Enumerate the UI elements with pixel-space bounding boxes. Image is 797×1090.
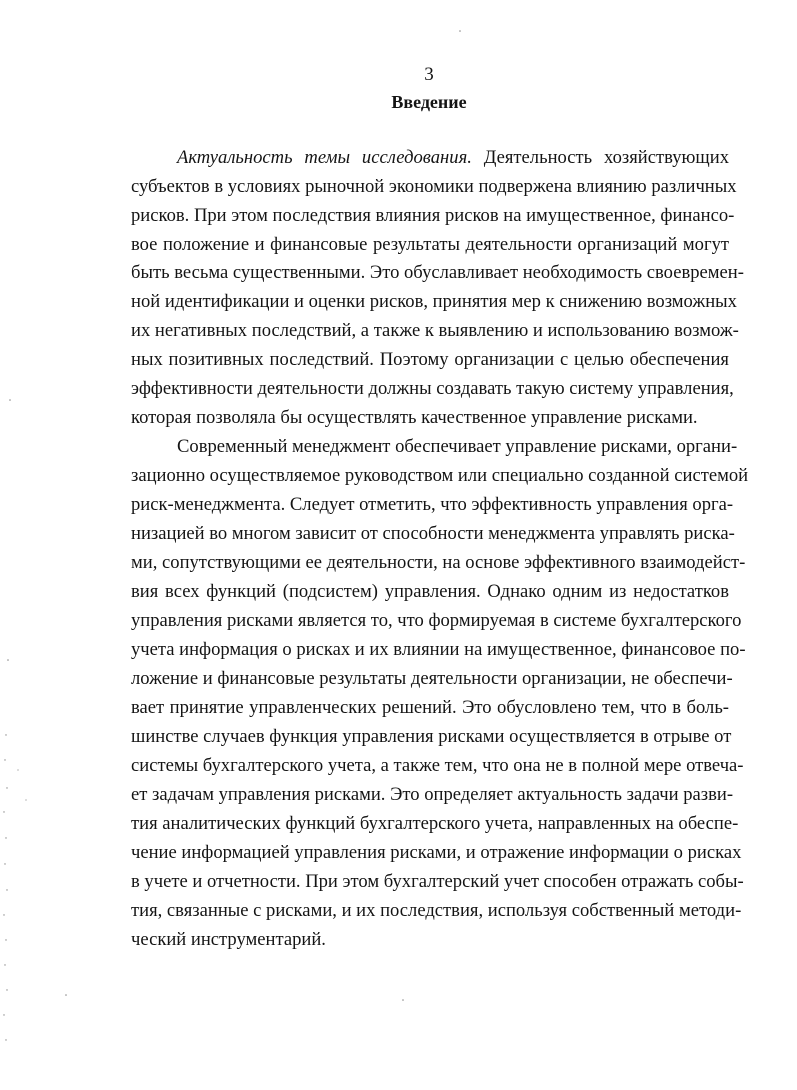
paragraph-line: ной идентификации и оценки рисков, принятия мер к снижению возможных bbox=[131, 291, 737, 312]
lead-phrase: Актуальность темы исследования. bbox=[177, 147, 472, 168]
paragraph-line: эффективности деятельности должны создавать такую систему управления, bbox=[131, 378, 734, 399]
paragraph-line bbox=[177, 147, 729, 169]
paragraph-line: управления рисками является то, что формируемая в системе бухгалтерского bbox=[131, 610, 742, 631]
line-text: Деятельность хозяйствующих bbox=[471, 147, 729, 168]
paragraph-line: риск-менеджмента. Следует отметить, что эффективность управления орга- bbox=[131, 494, 734, 515]
paragraph-line: которая позволяла бы осуществлять качественное управление рисками. bbox=[131, 407, 698, 428]
paragraph-line: тия, связанные с рисками, и их последствия, используя собственный методи- bbox=[131, 900, 742, 921]
paragraph-line: ных позитивных последствий. Поэтому организации с целью обеспечения bbox=[131, 349, 729, 370]
paragraph-line: вия всех функций (подсистем) управления. Однако одним из недостатков bbox=[131, 581, 729, 602]
paragraph-line: рисков. При этом последствия влияния рисков на имущественное, финансо- bbox=[131, 205, 735, 226]
paragraph-line: низацией во многом зависит от способности менеджмента управлять риска- bbox=[131, 523, 735, 544]
paragraph-line: зационно осуществляемое руководством или специально созданной системой bbox=[131, 465, 749, 486]
page-number: 3 bbox=[424, 64, 434, 85]
paragraph-line: их негативных последствий, а также к выявлению и использованию возмож- bbox=[131, 320, 739, 341]
paragraph-line: Современный менеджмент обеспечивает управление рисками, органи- bbox=[177, 436, 738, 457]
paragraph-line: ми, сопутствующими ее деятельности, на основе эффективного взаимодейст- bbox=[131, 552, 746, 573]
section-heading: Введение bbox=[391, 92, 467, 112]
paragraph-line: учета информация о рисках и их влиянии на имущественное, финансовое по- bbox=[131, 639, 746, 660]
paragraph-line: ческий инструментарий. bbox=[131, 929, 326, 950]
paragraph-line: быть весьма существенными. Это обуславливает необходимость своевремен- bbox=[131, 262, 744, 283]
paragraph-line: вое положение и финансовые результаты деятельности организаций могут bbox=[131, 234, 729, 255]
paragraph-line: системы бухгалтерского учета, а также тем, что она не в полной мере отвеча- bbox=[131, 755, 744, 776]
paragraph-line: в учете и отчетности. При этом бухгалтерский учет способен отражать собы- bbox=[131, 871, 744, 892]
paragraph-line: ложение и финансовые результаты деятельности организации, не обеспечи- bbox=[131, 668, 733, 689]
paragraph-line: шинстве случаев функция управления рисками осуществляется в отрыве от bbox=[131, 726, 732, 747]
paragraph-line: вает принятие управленческих решений. Это обусловлено тем, что в боль- bbox=[131, 697, 729, 718]
paragraph-line: субъектов в условиях рыночной экономики подвержена влиянию различных bbox=[131, 176, 737, 197]
paragraph-line: ет задачам управления рисками. Это определяет актуальность задачи разви- bbox=[131, 784, 734, 805]
paragraph-line: чение информацией управления рисками, и отражение информации о рисках bbox=[131, 842, 742, 863]
paragraph-line: тия аналитических функций бухгалтерского учета, направленных на обеспе- bbox=[131, 813, 739, 834]
